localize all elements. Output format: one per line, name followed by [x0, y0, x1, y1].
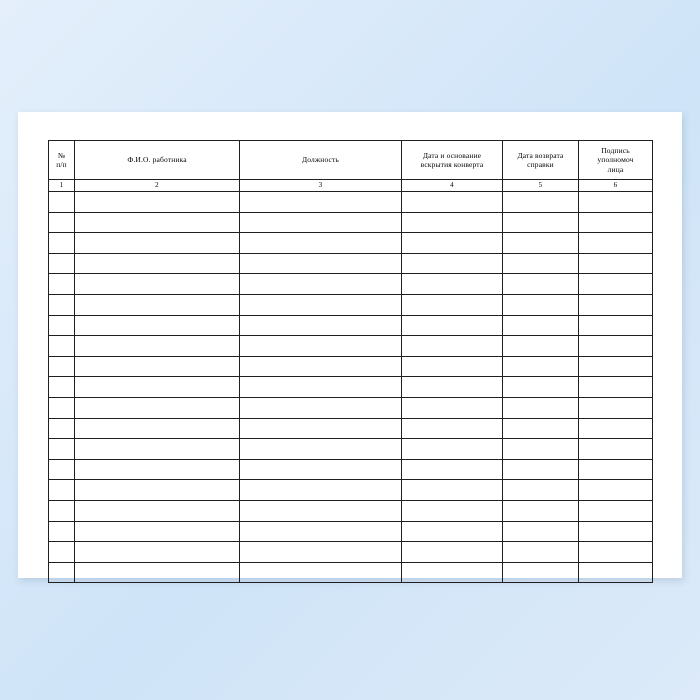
table-cell[interactable]	[75, 192, 240, 213]
table-cell[interactable]	[503, 356, 579, 377]
column-number-5: 5	[503, 180, 579, 192]
table-row[interactable]	[49, 500, 653, 521]
column-header-envelope-opening	[402, 141, 503, 180]
table-cell[interactable]	[240, 274, 402, 295]
table-row[interactable]	[49, 274, 653, 295]
table-cell[interactable]	[240, 542, 402, 563]
table-cell[interactable]	[49, 500, 75, 521]
column-header-number	[49, 141, 75, 180]
column-header-return-date	[503, 141, 579, 180]
table-cell[interactable]	[579, 336, 653, 357]
table-cell[interactable]	[240, 294, 402, 315]
column-header-signature-line-3: лица	[607, 164, 624, 174]
table-cell[interactable]	[579, 500, 653, 521]
table-cell[interactable]	[579, 356, 653, 377]
table-cell[interactable]	[75, 521, 240, 542]
table-cell[interactable]	[503, 315, 579, 336]
table-cell[interactable]	[75, 397, 240, 418]
document-sheet	[18, 112, 682, 578]
table-cell[interactable]	[49, 294, 75, 315]
table-row[interactable]	[49, 418, 653, 439]
table-cell[interactable]	[579, 315, 653, 336]
table-cell[interactable]	[75, 336, 240, 357]
table-cell[interactable]	[75, 233, 240, 254]
table-cell[interactable]	[75, 356, 240, 377]
column-number-2: 2	[75, 180, 240, 192]
column-header-position	[240, 141, 402, 180]
table-cell[interactable]	[49, 336, 75, 357]
table-cell[interactable]	[240, 418, 402, 439]
table-cell[interactable]	[240, 459, 402, 480]
table-cell[interactable]	[240, 212, 402, 233]
table-cell[interactable]	[402, 500, 503, 521]
table-cell[interactable]	[240, 480, 402, 501]
table-cell[interactable]	[49, 377, 75, 398]
table-cell[interactable]	[75, 294, 240, 315]
table-cell[interactable]	[503, 397, 579, 418]
table-row[interactable]	[49, 315, 653, 336]
table-cell[interactable]	[503, 500, 579, 521]
column-header-signature-line-1: Подпись	[601, 145, 630, 155]
column-header-number-line-2: п/п	[56, 160, 67, 169]
table-row[interactable]	[49, 542, 653, 563]
table-body	[49, 192, 653, 583]
table-cell[interactable]	[75, 253, 240, 274]
table-cell[interactable]	[503, 521, 579, 542]
table-cell[interactable]	[402, 253, 503, 274]
table-cell[interactable]	[579, 274, 653, 295]
column-header-employee-name	[75, 141, 240, 180]
table-cell[interactable]	[240, 336, 402, 357]
table-cell[interactable]	[49, 356, 75, 377]
table-cell[interactable]	[579, 418, 653, 439]
table-cell[interactable]	[402, 397, 503, 418]
table-cell[interactable]	[240, 439, 402, 460]
table-cell[interactable]	[579, 253, 653, 274]
table-cell[interactable]	[75, 439, 240, 460]
table-row[interactable]	[49, 439, 653, 460]
column-header-signature-line-2: уполномоч	[597, 155, 634, 165]
column-header-signature	[579, 141, 653, 180]
table-cell[interactable]	[503, 418, 579, 439]
table-cell[interactable]	[49, 418, 75, 439]
table-cell[interactable]	[75, 500, 240, 521]
table-cell[interactable]	[240, 233, 402, 254]
table-row[interactable]	[49, 562, 653, 583]
table-row[interactable]	[49, 521, 653, 542]
table-cell[interactable]	[402, 274, 503, 295]
header-row	[49, 141, 653, 180]
table-row[interactable]	[49, 377, 653, 398]
table-cell[interactable]	[49, 274, 75, 295]
table-cell[interactable]	[503, 336, 579, 357]
table-cell[interactable]	[402, 336, 503, 357]
table-row[interactable]	[49, 192, 653, 213]
table-row[interactable]	[49, 336, 653, 357]
table-cell[interactable]	[49, 459, 75, 480]
column-number-3: 3	[240, 180, 402, 192]
table-cell[interactable]	[579, 212, 653, 233]
table-cell[interactable]	[503, 192, 579, 213]
table-cell[interactable]	[579, 192, 653, 213]
table-cell[interactable]	[240, 192, 402, 213]
table-cell[interactable]	[75, 212, 240, 233]
table-cell[interactable]	[49, 397, 75, 418]
table-row[interactable]	[49, 294, 653, 315]
table-header	[49, 141, 653, 192]
column-number-1: 1	[49, 180, 75, 192]
table-cell[interactable]	[402, 212, 503, 233]
table-row[interactable]	[49, 253, 653, 274]
table-cell[interactable]	[49, 212, 75, 233]
table-cell[interactable]	[402, 294, 503, 315]
table-cell[interactable]	[402, 377, 503, 398]
table-cell[interactable]	[402, 356, 503, 377]
table-cell[interactable]	[503, 439, 579, 460]
table-cell[interactable]	[503, 233, 579, 254]
table-cell[interactable]	[503, 480, 579, 501]
table-cell[interactable]	[402, 459, 503, 480]
table-cell[interactable]	[503, 459, 579, 480]
table-cell[interactable]	[402, 562, 503, 583]
table-cell[interactable]	[503, 542, 579, 563]
table-cell[interactable]	[579, 397, 653, 418]
table-cell[interactable]	[75, 542, 240, 563]
table-cell[interactable]	[402, 315, 503, 336]
table-cell[interactable]	[49, 521, 75, 542]
table-cell[interactable]	[240, 356, 402, 377]
register-table	[48, 140, 653, 583]
table-cell[interactable]	[579, 562, 653, 583]
table-cell[interactable]	[402, 542, 503, 563]
table-cell[interactable]	[503, 562, 579, 583]
table-row[interactable]	[49, 480, 653, 501]
register-table-wrapper	[48, 140, 652, 583]
table-cell[interactable]	[579, 439, 653, 460]
table-cell[interactable]	[49, 192, 75, 213]
table-cell[interactable]	[402, 521, 503, 542]
table-cell[interactable]	[579, 294, 653, 315]
column-number-row	[49, 180, 653, 192]
table-cell[interactable]	[503, 294, 579, 315]
table-cell[interactable]	[49, 562, 75, 583]
table-cell[interactable]	[579, 480, 653, 501]
table-cell[interactable]	[240, 377, 402, 398]
table-row[interactable]	[49, 233, 653, 254]
table-row[interactable]	[49, 356, 653, 377]
table-cell[interactable]	[240, 253, 402, 274]
column-header-envelope-opening-line-1: Дата и основание	[422, 150, 482, 160]
table-cell[interactable]	[75, 418, 240, 439]
table-cell[interactable]	[240, 315, 402, 336]
table-cell[interactable]	[503, 274, 579, 295]
table-cell[interactable]	[240, 562, 402, 583]
table-cell[interactable]	[75, 480, 240, 501]
column-header-employee-name-line-1: Ф.И.О. работника	[127, 155, 187, 165]
table-cell[interactable]	[503, 253, 579, 274]
table-cell[interactable]	[75, 562, 240, 583]
table-cell[interactable]	[49, 315, 75, 336]
table-cell[interactable]	[49, 439, 75, 460]
table-cell[interactable]	[75, 274, 240, 295]
table-cell[interactable]	[75, 315, 240, 336]
column-number-6: 6	[579, 180, 653, 192]
table-cell[interactable]	[402, 233, 503, 254]
column-header-number-line-1: №	[57, 150, 66, 160]
table-cell[interactable]	[579, 377, 653, 398]
table-cell[interactable]	[240, 500, 402, 521]
table-cell[interactable]	[579, 542, 653, 563]
table-cell[interactable]	[49, 253, 75, 274]
table-row[interactable]	[49, 397, 653, 418]
column-number-4: 4	[402, 180, 503, 192]
table-cell[interactable]	[402, 480, 503, 501]
table-cell[interactable]	[49, 542, 75, 563]
table-cell[interactable]	[402, 192, 503, 213]
column-header-position-line-1: Должность	[301, 155, 340, 165]
table-cell[interactable]	[579, 521, 653, 542]
table-cell[interactable]	[503, 377, 579, 398]
table-cell[interactable]	[503, 212, 579, 233]
table-cell[interactable]	[579, 459, 653, 480]
table-cell[interactable]	[75, 377, 240, 398]
table-cell[interactable]	[240, 397, 402, 418]
table-cell[interactable]	[49, 480, 75, 501]
column-header-return-date-line-2: справки	[527, 160, 554, 169]
table-cell[interactable]	[402, 439, 503, 460]
table-cell[interactable]	[49, 233, 75, 254]
table-row[interactable]	[49, 212, 653, 233]
table-row[interactable]	[49, 459, 653, 480]
column-header-return-date-line-1: Дата возврата	[517, 150, 564, 160]
table-cell[interactable]	[240, 521, 402, 542]
table-cell[interactable]	[75, 459, 240, 480]
table-cell[interactable]	[402, 418, 503, 439]
table-cell[interactable]	[579, 233, 653, 254]
column-header-envelope-opening-line-2: вскрытия конверта	[420, 160, 484, 169]
